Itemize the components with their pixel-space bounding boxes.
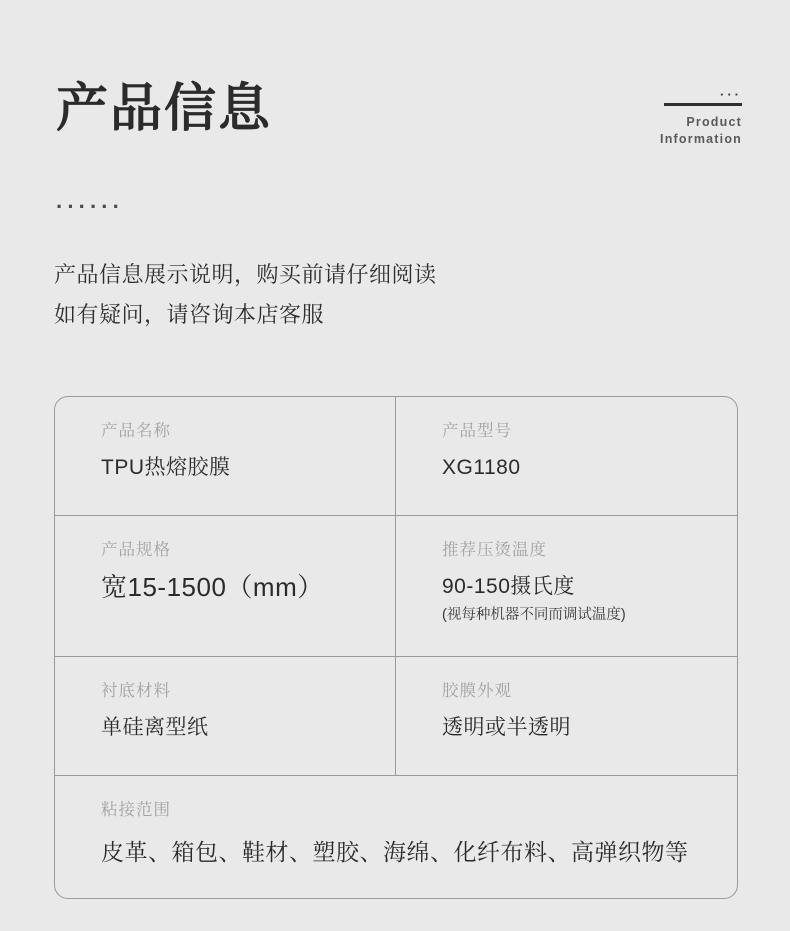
spec-value: TPU热熔胶膜 xyxy=(101,456,231,479)
spec-value: 皮革、箱包、鞋材、塑胶、海绵、化纤布料、高弹织物等 xyxy=(101,839,689,865)
spec-cell-product-model xyxy=(396,397,737,515)
eyebrow-dots: ··· xyxy=(720,87,742,102)
spec-cell-press-temperature xyxy=(396,516,737,656)
page-title: 产品信息 xyxy=(56,80,273,138)
spec-label: 推荐压烫温度 xyxy=(442,541,547,559)
spec-value: 单硅离型纸 xyxy=(101,716,209,739)
spec-label: 产品规格 xyxy=(101,541,171,559)
spec-value: XG1180 xyxy=(442,456,521,479)
intro-line-1: 产品信息展示说明，购买前请仔细阅读 xyxy=(54,262,437,287)
spec-value: 宽15-1500（mm） xyxy=(101,572,324,602)
spec-note: (视每种机器不同而调试温度) xyxy=(442,607,626,623)
spec-cell-product-name xyxy=(55,397,396,515)
spec-label: 胶膜外观 xyxy=(442,682,512,700)
intro-text xyxy=(54,255,437,335)
eyebrow-block xyxy=(582,87,742,148)
spec-cell-backing-material xyxy=(55,657,396,775)
eyebrow-line-2: Information xyxy=(660,132,742,146)
page-header xyxy=(56,78,742,168)
spec-label: 衬底材料 xyxy=(101,682,171,700)
spec-cell-bonding-range xyxy=(55,776,737,898)
eyebrow-line-1: Product xyxy=(686,115,742,129)
intro-line-2: 如有疑问，请咨询本店客服 xyxy=(54,302,325,327)
spec-cell-product-size xyxy=(55,516,396,656)
table-row xyxy=(55,776,737,898)
eyebrow-rule xyxy=(664,103,742,106)
spec-label: 产品型号 xyxy=(442,422,512,440)
table-row xyxy=(55,397,737,516)
spec-label: 粘接范围 xyxy=(101,801,171,819)
spec-cell-film-appearance xyxy=(396,657,737,775)
spec-value: 透明或半透明 xyxy=(442,716,571,739)
spec-label: 产品名称 xyxy=(101,422,171,440)
spec-value: 90-150摄氏度 xyxy=(442,575,575,598)
table-row xyxy=(55,516,737,657)
specification-table xyxy=(54,396,738,899)
decorative-dots: ······ xyxy=(56,194,124,219)
table-row xyxy=(55,657,737,776)
